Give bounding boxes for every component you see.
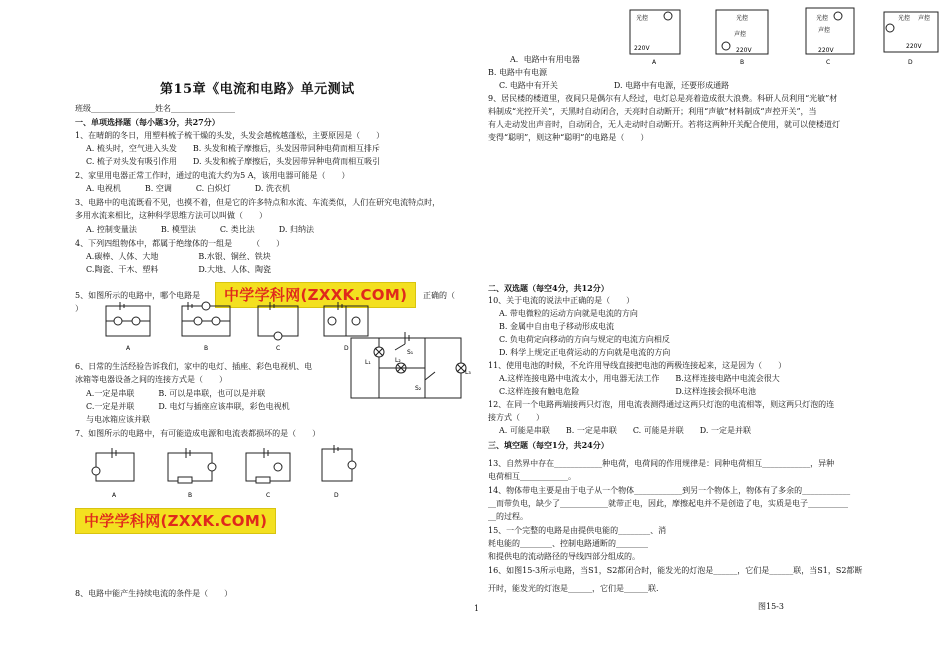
question-6-options-ab: A.一定是串联 B. 可以是串联，也可以是并联 — [86, 389, 266, 398]
fig-a-voltage: 220V — [634, 45, 650, 52]
question-16-line2: 开时，能发光的灯泡是______，它们是______联. — [488, 584, 659, 593]
question-5: 5、如图所示的电路中，哪个电路是 — [75, 291, 201, 300]
fig-d-sound-ctrl: 声控 — [918, 15, 931, 22]
question-1: 1、在晴朗的冬日，用塑料梳子梳干燥的头发，头发会越梳越蓬松，主要原因是（ ） — [75, 131, 385, 140]
question-15-line3: 和提供电的流动路径的导线四部分组成的。 — [488, 552, 640, 561]
student-info-line: 班级________________姓名________________ — [75, 104, 235, 113]
question-11-options-cd: C.这样连接有触电危险 D.这样连接会损坏电池 — [499, 387, 757, 396]
question-11: 11、使用电池的时候，不允许用导线直接把电池的两极连接起来，这是因为（ ） — [488, 361, 787, 370]
watermark-logo: 中学学科网(ZXXK.COM) — [215, 282, 416, 308]
question-2: 2、家里用电器正常工作时，通过的电流大约为5 A，该用电器可能是（ ） — [75, 171, 350, 180]
q7-cap-b: B — [188, 492, 193, 499]
q7-cap-c: C — [266, 492, 271, 499]
question-6-option-d-line2: 与电冰箱应该并联 — [86, 415, 150, 424]
question-7: 7、如图所示的电路中，有可能造成电源和电流表都损坏的是（ ） — [75, 429, 321, 438]
question-14-line3: __的过程。 — [488, 512, 528, 521]
fig-c-voltage: 220V — [818, 47, 834, 54]
question-11-options-ab: A.这样连接电路中电流太小，用电器无法工作 B.这样连接电路中电流会很大 — [499, 374, 780, 383]
section-double-choice: 二、双选题（每空4分，共12分） — [488, 283, 609, 293]
question-8-option-b: B. 电路中有电源 — [488, 68, 547, 77]
question-13-line2: 电荷相互____________。 — [488, 472, 576, 481]
question-9: 9、居民楼的楼道里，夜间只是偶尔有人经过，电灯总是亮着造成很大浪费。科研人员利用“光敏”材 — [488, 94, 838, 103]
section-single-choice: 一、单项选择题（每小题3分，共27分） — [75, 117, 220, 127]
question-12-options: A. 可能是串联 B. 一定是串联 C. 可能是并联 D. 一定是并联 — [499, 426, 751, 435]
q7-cap-d: D — [334, 492, 339, 499]
label-l1: L₁ — [365, 359, 371, 366]
question-1-options-cd: C. 梳子对头发有吸引作用 D. 头发和梳子摩擦后，头发因带异种电荷而相互吸引 — [86, 157, 381, 166]
fig-b-sound-ctrl: 声控 — [734, 31, 747, 38]
question-10-option-b: B. 金属中自由电子移动形成电流 — [499, 322, 614, 331]
question-9-circuit-figures — [620, 2, 950, 68]
q5-cap-c: C — [276, 345, 281, 352]
fig-b-voltage: 220V — [736, 47, 752, 54]
watermark-logo-2: 中学学科网(ZXXK.COM) — [75, 508, 276, 534]
label-l2: L₂ — [395, 357, 401, 364]
fig-d-voltage: 220V — [906, 43, 922, 50]
q5-cap-b: B — [204, 345, 209, 352]
q9-cap-b: B — [740, 59, 745, 66]
figure-15-3-caption: 图15-3 — [758, 602, 784, 611]
question-8-option-a: A．电路中有用电器 — [510, 55, 580, 64]
question-4: 4、下列四组物体中，都属于绝缘体的一组是 （ ） — [75, 239, 285, 248]
question-7-circuit-figures — [90, 445, 360, 500]
fig-c-sound-ctrl: 声控 — [818, 27, 831, 34]
fig-a-light-ctrl: 光控 — [636, 15, 649, 22]
question-4-options-cd: C.陶瓷、干木、塑料 D.大地、人体、陶瓷 — [86, 265, 272, 274]
question-9-line4: 变得“聪明”，则这种“聪明”的电路是（ ） — [488, 133, 649, 142]
question-13: 13、自然界中存在____________种电荷，电荷间的作用规律是：同种电荷相互____________，异种 — [488, 459, 835, 468]
q5-cap-a: A — [126, 345, 131, 352]
question-8: 8、电路中能产生持续电流的条件是（ ） — [75, 589, 233, 598]
question-15: 15、一个完整的电路是由提供电能的________、消 — [488, 526, 667, 535]
question-9-line2: 料制成“光控开关”，天黑时自动闭合，天亮时自动断开；利用“声敏”材料制成“声控开关”，当 — [488, 107, 817, 116]
page-title: 第15章《电流和电路》单元测试 — [160, 82, 355, 97]
fig-d-light-ctrl: 光控 — [898, 15, 911, 22]
fig-c-light-ctrl: 光控 — [816, 15, 829, 22]
question-3-options: A. 控制变量法 B. 模型法 C. 类比法 D. 归纳法 — [86, 225, 314, 234]
question-14: 14、物体带电主要是由于电子从一个物体____________到另一个物体上，物体有了多余的____________ — [488, 486, 851, 495]
question-2-options: A. 电视机 B. 空调 C. 白炽灯 D. 洗衣机 — [86, 184, 290, 193]
question-3: 3、电路中的电流既看不见，也摸不着，但是它的许多特点和水流、车流类似，人们在研究电流特点时， — [75, 198, 441, 207]
fig-b-light-ctrl: 光控 — [736, 15, 749, 22]
question-3-line2: 多用水流来相比，这种科学思维方法可以叫做（ ） — [75, 211, 267, 220]
question-9-line3: 有人走动发出声音时，自动闭合，无人走动时自动断开。若将这两种开关配合使用，就可以使楼道灯 — [488, 120, 840, 129]
question-16: 16、如图15-3所示电路，当S1，S2都闭合时，能发光的灯泡是______，它们是______联，当S1，S2都断 — [488, 566, 863, 575]
section-fill-blank: 三、填空题（每空1分，共24分） — [488, 440, 609, 450]
question-1-options-ab: A. 梳头时，空气进入头发 B. 头发和梳子摩擦后，头发因带同种电荷而相互排斥 — [86, 144, 380, 153]
q9-cap-c: C — [826, 59, 831, 66]
question-12-line2: 接方式（ ） — [488, 413, 544, 422]
question-12: 12、在同一个电路两端接两只灯泡，用电流表测得通过这两只灯泡的电流相等，则这两只灯泡的连 — [488, 400, 835, 409]
question-5-end: 正确的（ — [423, 291, 455, 300]
question-10-option-a: A. 带电微粒的运动方向就是电流的方向 — [499, 309, 638, 318]
question-14-line2: __而带负电，缺少了____________就带正电，因此，摩擦起电并不是创造了电，实质是电子__________ — [488, 499, 848, 508]
q9-cap-a: A — [652, 59, 657, 66]
question-15-line2: 耗电能的________、控制电路通断的________ — [488, 539, 648, 548]
question-10: 10、关于电流的说法中正确的是（ ） — [488, 296, 635, 305]
label-s2: S₂ — [415, 385, 422, 392]
label-l3: L₃ — [465, 369, 471, 376]
question-6-line2: 冰箱等电器设备之间的连接方式是（ ） — [75, 375, 227, 384]
q9-cap-d: D — [908, 59, 913, 66]
q7-cap-a: A — [112, 492, 117, 499]
question-4-options-ab: A.碳棒、人体、大地 B.水银、铜丝、铁块 — [86, 252, 271, 261]
q5-cap-d: D — [344, 345, 349, 352]
figure-15-3-circuit — [345, 330, 470, 408]
page-number: 1 — [474, 604, 480, 613]
question-6-options-cd: C.一定是并联 D. 电灯与插座应该串联，彩色电视机 — [86, 402, 290, 411]
question-6: 6、日常的生活经验告诉我们，家中的电灯、插座、彩色电视机、电 — [75, 362, 313, 371]
question-5-close: ） — [75, 304, 83, 313]
question-10-option-c: C. 负电荷定向移动的方向与规定的电流方向相反 — [499, 335, 670, 344]
question-10-option-d: D. 科学上规定正电荷运动的方向就是电流的方向 — [499, 348, 671, 357]
label-s1: S₁ — [407, 349, 414, 356]
question-8-options-cd: C. 电路中有开关 D. 电路中有电源，还要形成通路 — [499, 81, 730, 90]
